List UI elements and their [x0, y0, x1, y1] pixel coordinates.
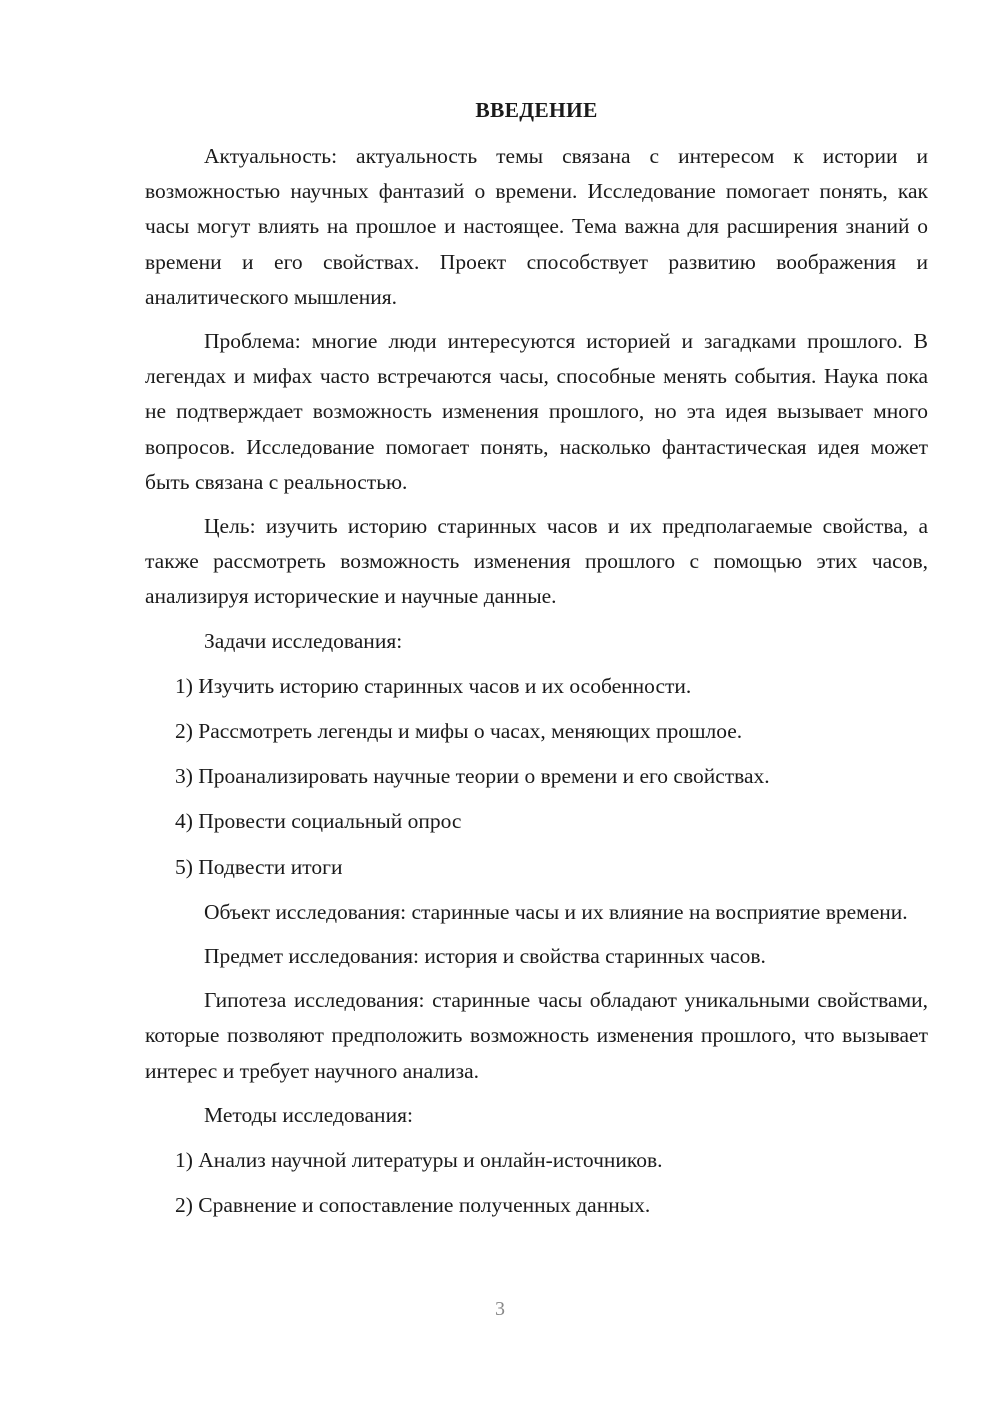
task-item: 1) Изучить историю старинных часов и их особенности.: [175, 673, 692, 698]
page-title: ВВЕДЕНИЕ: [475, 98, 598, 122]
task-item: 3) Проанализировать научные теории о времени и его свойствах.: [175, 764, 770, 789]
task-item: 4) Провести социальный опрос: [175, 809, 462, 834]
page-number: 3: [495, 1298, 505, 1320]
object-paragraph: Объект исследования: старинные часы и их влияние на восприятие времени.: [204, 899, 908, 924]
method-item: 1) Анализ научной литературы и онлайн-источников.: [175, 1148, 663, 1173]
hypothesis-paragraph: Гипотеза исследования: старинные часы обладают уникальными свойствами, которые позволяют предположить возможность изменения прошлого, что вызывает интерес и требует научного анализа.: [145, 988, 928, 1083]
document-page: [145, 95, 928, 1223]
task-item: 5) Подвести итоги: [175, 854, 343, 879]
methods-heading: Методы исследования:: [204, 1102, 413, 1127]
relevance-paragraph: Актуальность: актуальность темы связана с интересом к истории и возможностью научных фантазий о времени. Исследование помогает понять, как часы могут влиять на прошлое и настоящее. Тема важна для расширения знаний о времени и его свойствах. Проект способствует развитию воображения и аналитического мышления.: [145, 144, 928, 309]
problem-paragraph: Проблема: многие люди интересуются историей и загадками прошлого. В легендах и мифах часто встречаются часы, способные менять события. Наука пока не подтверждает возможность изменения прошлого, но эта идея вызывает много вопросов. Исследование помогает понять, насколько фантастическая идея может быть связана с реальностью.: [145, 329, 928, 494]
method-item: 2) Сравнение и сопоставление полученных данных.: [175, 1193, 651, 1218]
task-item: 2) Рассмотреть легенды и мифы о часах, меняющих прошлое.: [175, 719, 743, 744]
subject-paragraph: Предмет исследования: история и свойства старинных часов.: [204, 944, 766, 969]
goal-paragraph: Цель: изучить историю старинных часов и их предполагаемые свойства, а также рассмотреть возможность изменения прошлого с помощью этих часов, анализируя исторические и научные данные.: [145, 514, 928, 609]
tasks-heading: Задачи исследования:: [204, 628, 403, 653]
